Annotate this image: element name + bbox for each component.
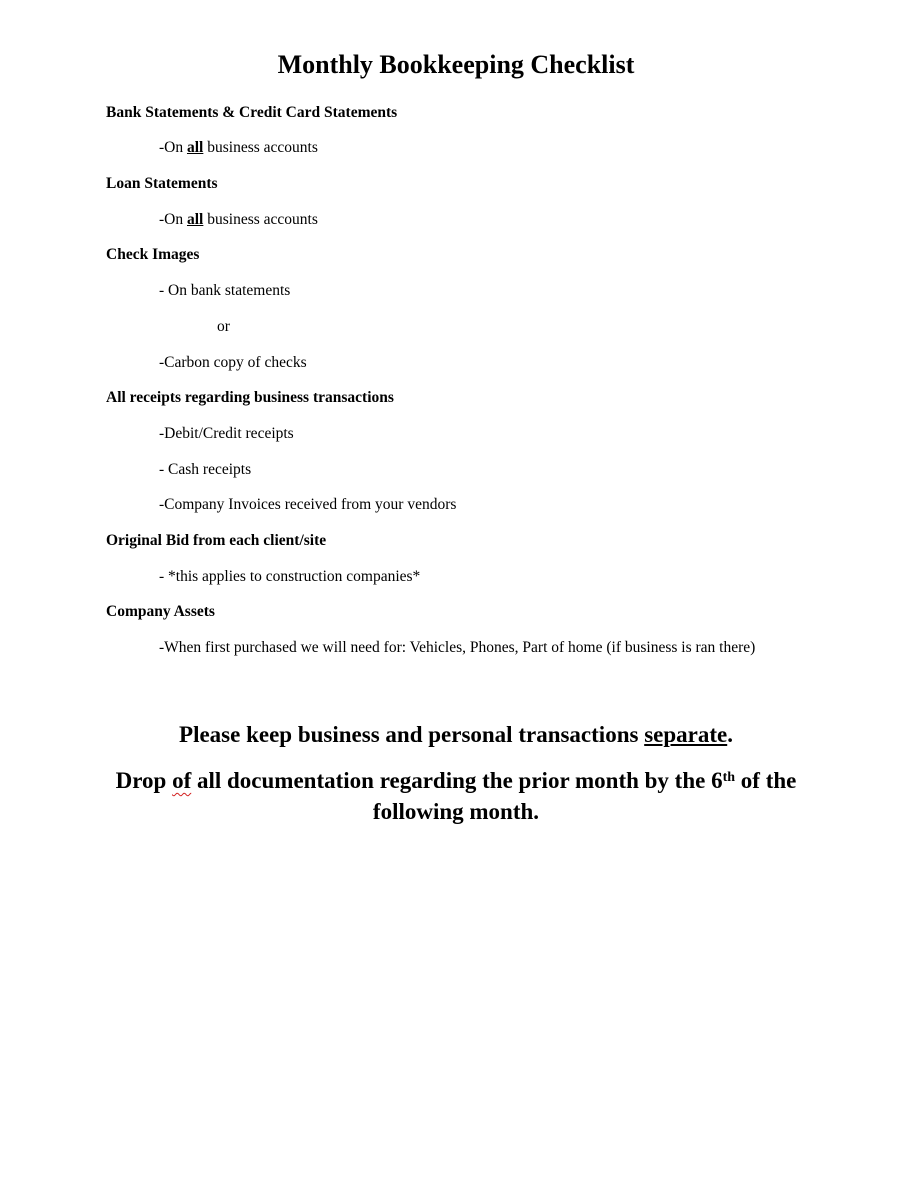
- list-item: - On bank statements: [159, 282, 291, 299]
- notice-emphasis: separate: [644, 722, 728, 747]
- emphasis-text: all: [186, 139, 204, 156]
- notice-text: all documentation regarding the prior month by the 6: [191, 768, 723, 793]
- notice-text: Please keep business and personal transactions: [179, 722, 645, 747]
- ordinal-suffix: th: [722, 770, 736, 785]
- notice-text: Drop: [115, 768, 173, 793]
- list-item: -Carbon copy of checks: [159, 354, 307, 371]
- section-heading-original-bid: Original Bid from each client/site: [106, 532, 327, 549]
- item-text: business accounts: [203, 211, 318, 228]
- list-item: -Debit/Credit receipts: [159, 425, 294, 442]
- item-text: business accounts: [203, 139, 318, 156]
- list-item: [159, 138, 318, 158]
- spellcheck-word[interactable]: of: [172, 768, 192, 793]
- list-item: - *this applies to construction companies*: [159, 568, 421, 585]
- item-text: -On: [159, 139, 187, 156]
- section-heading-check-images: Check Images: [106, 246, 200, 263]
- list-item-or: or: [217, 318, 230, 335]
- notice-text: of the following month.: [372, 768, 797, 824]
- notice-text: .: [727, 722, 733, 747]
- section-heading-receipts: All receipts regarding business transactions: [106, 389, 394, 406]
- item-text: -On: [159, 211, 187, 228]
- list-item: - Cash receipts: [159, 461, 252, 478]
- section-heading-loan-statements: Loan Statements: [106, 175, 218, 192]
- page-title: Monthly Bookkeeping Checklist: [277, 50, 635, 79]
- section-heading-bank-statements: Bank Statements & Credit Card Statements: [106, 104, 398, 121]
- list-item: [159, 210, 318, 230]
- notice-drop-off-deadline: [100, 765, 812, 827]
- list-item: -When first purchased we will need for: Vehicles, Phones, Part of home (if business is ran there): [159, 639, 756, 656]
- section-heading-company-assets: Company Assets: [106, 603, 215, 620]
- list-item: -Company Invoices received from your vendors: [159, 496, 457, 513]
- notice-separate-transactions: [100, 719, 812, 750]
- emphasis-text: all: [186, 211, 204, 228]
